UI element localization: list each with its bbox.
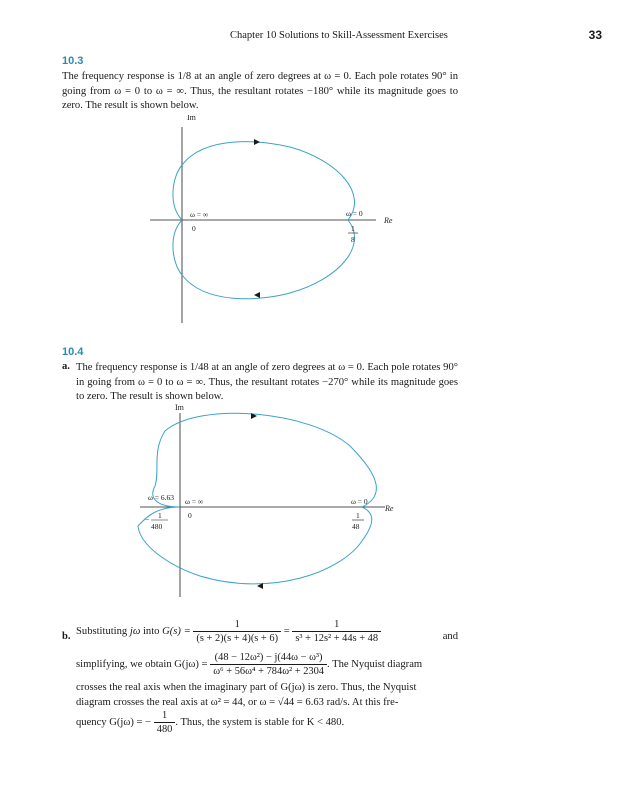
nyquist-curve-lower (138, 507, 372, 584)
running-head: Chapter 10 Solutions to Skill-Assessment Exercises (230, 30, 448, 41)
text-and: and (442, 631, 458, 642)
text-into: into (142, 625, 160, 637)
part-b-line-1 (76, 618, 458, 645)
nyquist-curve-upper (153, 413, 377, 507)
text-jw: jω (129, 625, 141, 637)
neg-fraction-denominator: 480 (151, 522, 163, 531)
fraction-denominator: 48 (352, 522, 360, 531)
neg-fraction-sign: − (145, 515, 150, 524)
part-b-label: b. (62, 631, 71, 642)
origin-zero-label: 0 (188, 511, 192, 520)
text-simplifying: simplifying, we obtain G(jω) = (76, 658, 208, 670)
fraction-numerator: 1 (356, 511, 360, 520)
part-b-line-4: diagram crosses the real axis at ω² = 44, or ω = √44 = 6.63 rad/s. At this fre- (76, 697, 399, 708)
im-label: Im (187, 115, 196, 122)
section-10-4a-paragraph: The frequency response is 1/48 at an angle of zero degrees at ω = 0. Each pole rotates 90° in going from ω = 0 to ω = ∞. Thus, the resultant rotates −270° while its magnitude goes to zero. The result is shown below. (76, 362, 458, 402)
part-a-label: a. (62, 361, 70, 372)
fraction-g-factored: $\frac{1}{(s + 2)(s + 4)(s + 6)}$ (193, 618, 281, 645)
omega-inf-label: ω = ∞ (185, 497, 204, 506)
neg-fraction-numerator: 1 (158, 511, 162, 520)
section-title-10-4: 10.4 (62, 346, 84, 358)
section-10-3-paragraph: The frequency response is 1/8 at an angle of zero degrees at ω = 0. Each pole rotates 90° in going from ω = 0 to ω = ∞. Thus, the resultant rotates −180° while its magnitude goes to zero. The result is shown below. (62, 71, 458, 111)
text-gs: G(s) = (162, 625, 191, 637)
omega-zero-label: ω = 0 (346, 209, 363, 218)
re-label: Re (385, 504, 394, 513)
nyquist-plot-10-3 (150, 115, 410, 325)
page-number: 33 (588, 28, 602, 42)
text-stable: . Thus, the system is stable for K < 480. (175, 716, 345, 728)
part-b-line-2 (76, 651, 422, 678)
part-b-line-3: crosses the real axis when the imaginary part of G(jω) is zero. Thus, the Nyquist (76, 682, 417, 693)
arrow-lower-icon (254, 292, 260, 298)
part-b-line-5 (76, 709, 344, 736)
fraction-neg-1-480: $\frac{1}{480}$ (154, 709, 176, 736)
section-title-10-3: 10.3 (62, 55, 84, 67)
origin-zero-label: 0 (192, 224, 196, 233)
re-label: Re (384, 216, 393, 225)
text-frequency: quency G(jω) = − (76, 716, 152, 728)
nyquist-curve-upper (173, 142, 355, 220)
im-label: Im (175, 403, 184, 412)
omega-zero-label: ω = 0 (351, 497, 368, 506)
fraction-g-jw: $\frac{\text{(48 − 12ω²) − j(44ω − ω³)}}{\text{ω⁶ + 56ω⁴ + 784ω² + 2304}}$ (210, 651, 327, 678)
omega-663-label: ω = 6.63 (148, 493, 175, 502)
fraction-numerator: 1 (351, 224, 355, 233)
equals-sign: = (283, 625, 290, 637)
omega-inf-label: ω = ∞ (190, 210, 209, 219)
fraction-denominator: 8 (351, 235, 355, 244)
arrow-upper-icon (254, 139, 260, 145)
nyquist-curve-lower (173, 220, 355, 299)
text-nyquist-diagram: . The Nyquist diagram (327, 658, 423, 670)
nyquist-plot-10-4 (130, 401, 400, 601)
fraction-g-expanded: $\frac{1}{\text{s³ + 12s² + 44s + 48}}$ (292, 618, 381, 645)
text-substituting: Substituting (76, 625, 128, 637)
